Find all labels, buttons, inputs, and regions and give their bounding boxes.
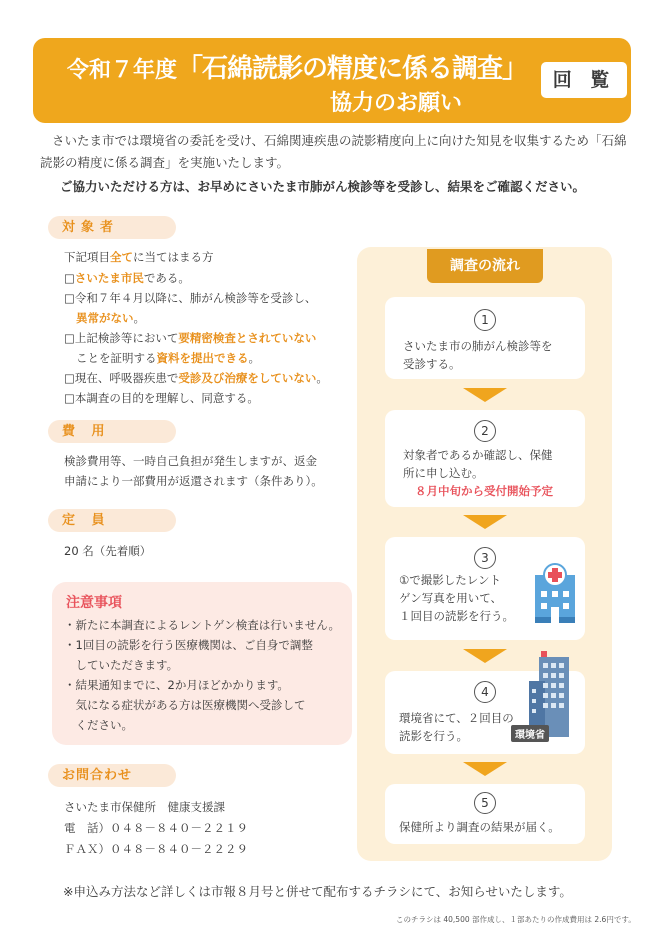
section-label-eligibility: 対象者 (48, 216, 176, 239)
step-number: 3 (474, 547, 496, 569)
item-text: 上記検診等において (74, 331, 179, 345)
capacity-text: 20 名（先着順） (64, 544, 152, 558)
contact-fax: ＦＡＸ）０４８－８４０－２２２９ (64, 842, 248, 856)
contact-info (64, 797, 248, 860)
flow-arrow (463, 649, 507, 663)
flow-step-2 (385, 410, 585, 507)
eligibility-item: □現在、呼吸器疾患で受診及び治療をしていない。 (64, 371, 328, 385)
flow-arrow (463, 515, 507, 529)
step-line: さいたま市の肺がん検診等を (403, 339, 553, 353)
item-highlight: 要精密検査とされていない (178, 331, 317, 345)
step-line: ①で撮影したレント (399, 573, 502, 587)
contact-phone: 電 話）０４８－８４０－２２１９ (64, 821, 248, 835)
notes-item-cont: ください。 (64, 718, 133, 732)
flow-step-4 (385, 671, 585, 754)
item-text: ことを証明する (76, 351, 157, 365)
section-label-cost: 費 用 (48, 420, 176, 443)
cost-line: 申請により一部費用が返還されます（条件あり）。 (64, 474, 323, 488)
lead-highlight: 全て (110, 250, 133, 264)
eligibility-item: □さいたま市民である。 (64, 271, 190, 285)
notes-title: 注意事項 (66, 595, 122, 611)
cost-line: 検診費用等、一時自己負担が発生しますが、返金 (64, 454, 317, 468)
page-title (67, 48, 527, 85)
circulation-badge: 回 覧 (541, 62, 627, 98)
section-label-contact: お問合わせ (48, 764, 176, 787)
item-text: 本調査の目的を理解し、同意する。 (74, 391, 259, 405)
notes-box (52, 582, 352, 745)
contact-office: さいたま市保健所 健康支援課 (64, 800, 225, 814)
print-cost-note: このチラシは 40,500 部作成し、１部あたりの作成費用は 2.6円です。 (396, 915, 636, 924)
step-text (403, 446, 553, 500)
step-line: 所に申し込む。 (403, 466, 484, 480)
step-line: 対象者であるか確認し、保健 (403, 448, 553, 462)
flow-step-3 (385, 537, 585, 640)
section-label-capacity: 定 員 (48, 509, 176, 532)
step-line: ゲン写真を用いて、 (399, 591, 503, 605)
step-line: 環境省にて、２回目の (399, 711, 514, 725)
title-main: 「石綿読影の精度に係る調査」 (177, 54, 528, 84)
lead-text: 下記項目 (64, 250, 110, 264)
step-number: 5 (474, 792, 496, 814)
step-number: 4 (474, 681, 496, 703)
item-highlight: 異常がない (76, 311, 134, 325)
flow-step-1 (385, 297, 585, 379)
eligibility-item: □本調査の目的を理解し、同意する。 (64, 391, 259, 405)
flow-title: 調査の流れ (427, 249, 543, 283)
step-text (399, 709, 514, 745)
eligibility-lead (64, 247, 214, 267)
eligibility-item-cont (64, 348, 328, 368)
notes-item-cont: していただきます。 (64, 658, 179, 672)
notes-item: ・結果通知までに、2か月ほどかかります。 (64, 678, 289, 692)
item-text: 。 (316, 371, 328, 385)
step-line: 読影を行う。 (399, 729, 468, 743)
flow-arrow (463, 388, 507, 402)
page-subtitle: 協力のお願い (330, 91, 463, 116)
hospital-icon (531, 563, 579, 625)
step-text: 保健所より調査の結果が届く。 (399, 820, 560, 834)
title-prefix: 令和７年度 (67, 58, 178, 83)
cost-text (64, 451, 323, 491)
item-text: 。 (248, 351, 260, 365)
item-highlight: 資料を提出できる (156, 351, 249, 365)
step-number: 1 (474, 309, 496, 331)
eligibility-list (64, 268, 328, 408)
step-line: １回目の読影を行う。 (399, 609, 514, 623)
header-banner (33, 38, 631, 123)
step-number: 2 (474, 420, 496, 442)
flow-panel (357, 247, 612, 861)
flow-step-5 (385, 784, 585, 844)
item-text: 令和７年４月以降に、肺がん検診等を受診し、 (74, 291, 317, 305)
step-note: ８月中旬から受付開始予定 (415, 484, 553, 498)
intro-text: さいたま市では環境省の委託を受け、石綿関連疾患の読影精度向上に向けた知見を収集するため「石綿読影の精度に係る調査」を実施いたします。 (40, 133, 627, 170)
eligibility-item: □上記検診等において要精密検査とされていない (64, 331, 317, 345)
notes-item: ・新たに本調査によるレントゲン検査は行いません。 (64, 618, 340, 632)
lead-text-end: に当てはまる方 (133, 250, 214, 264)
notes-list (64, 615, 340, 735)
item-text: 。 (133, 311, 145, 325)
step-text (399, 571, 514, 625)
flow-arrow (463, 762, 507, 776)
eligibility-item: □令和７年４月以降に、肺がん検診等を受診し、 (64, 291, 317, 305)
item-highlight: さいたま市民 (74, 271, 144, 285)
step-line: 受診する。 (403, 357, 461, 371)
eligibility-item-cont (64, 308, 328, 328)
intro-paragraph (40, 130, 630, 174)
footer-note: ※申込み方法など詳しくは市報８月号と併せて配布するチラシにて、お知らせいたします。 (63, 884, 572, 899)
step-text (403, 337, 553, 373)
intro-bold-line: ご協力いただける方は、お早めにさいたま市肺がん検診等を受診し、結果をご確認ください。 (60, 179, 586, 194)
notes-item-cont: 気になる症状がある方は医療機関へ受診して (64, 698, 306, 712)
building-label: 環境省 (511, 725, 549, 742)
item-highlight: 受診及び治療をしていない (178, 371, 317, 385)
notes-item: ・1回目の読影を行う医療機関は、ご自身で調整 (64, 638, 313, 652)
item-text: 現在、呼吸器疾患で (74, 371, 179, 385)
item-text: である。 (143, 271, 190, 285)
